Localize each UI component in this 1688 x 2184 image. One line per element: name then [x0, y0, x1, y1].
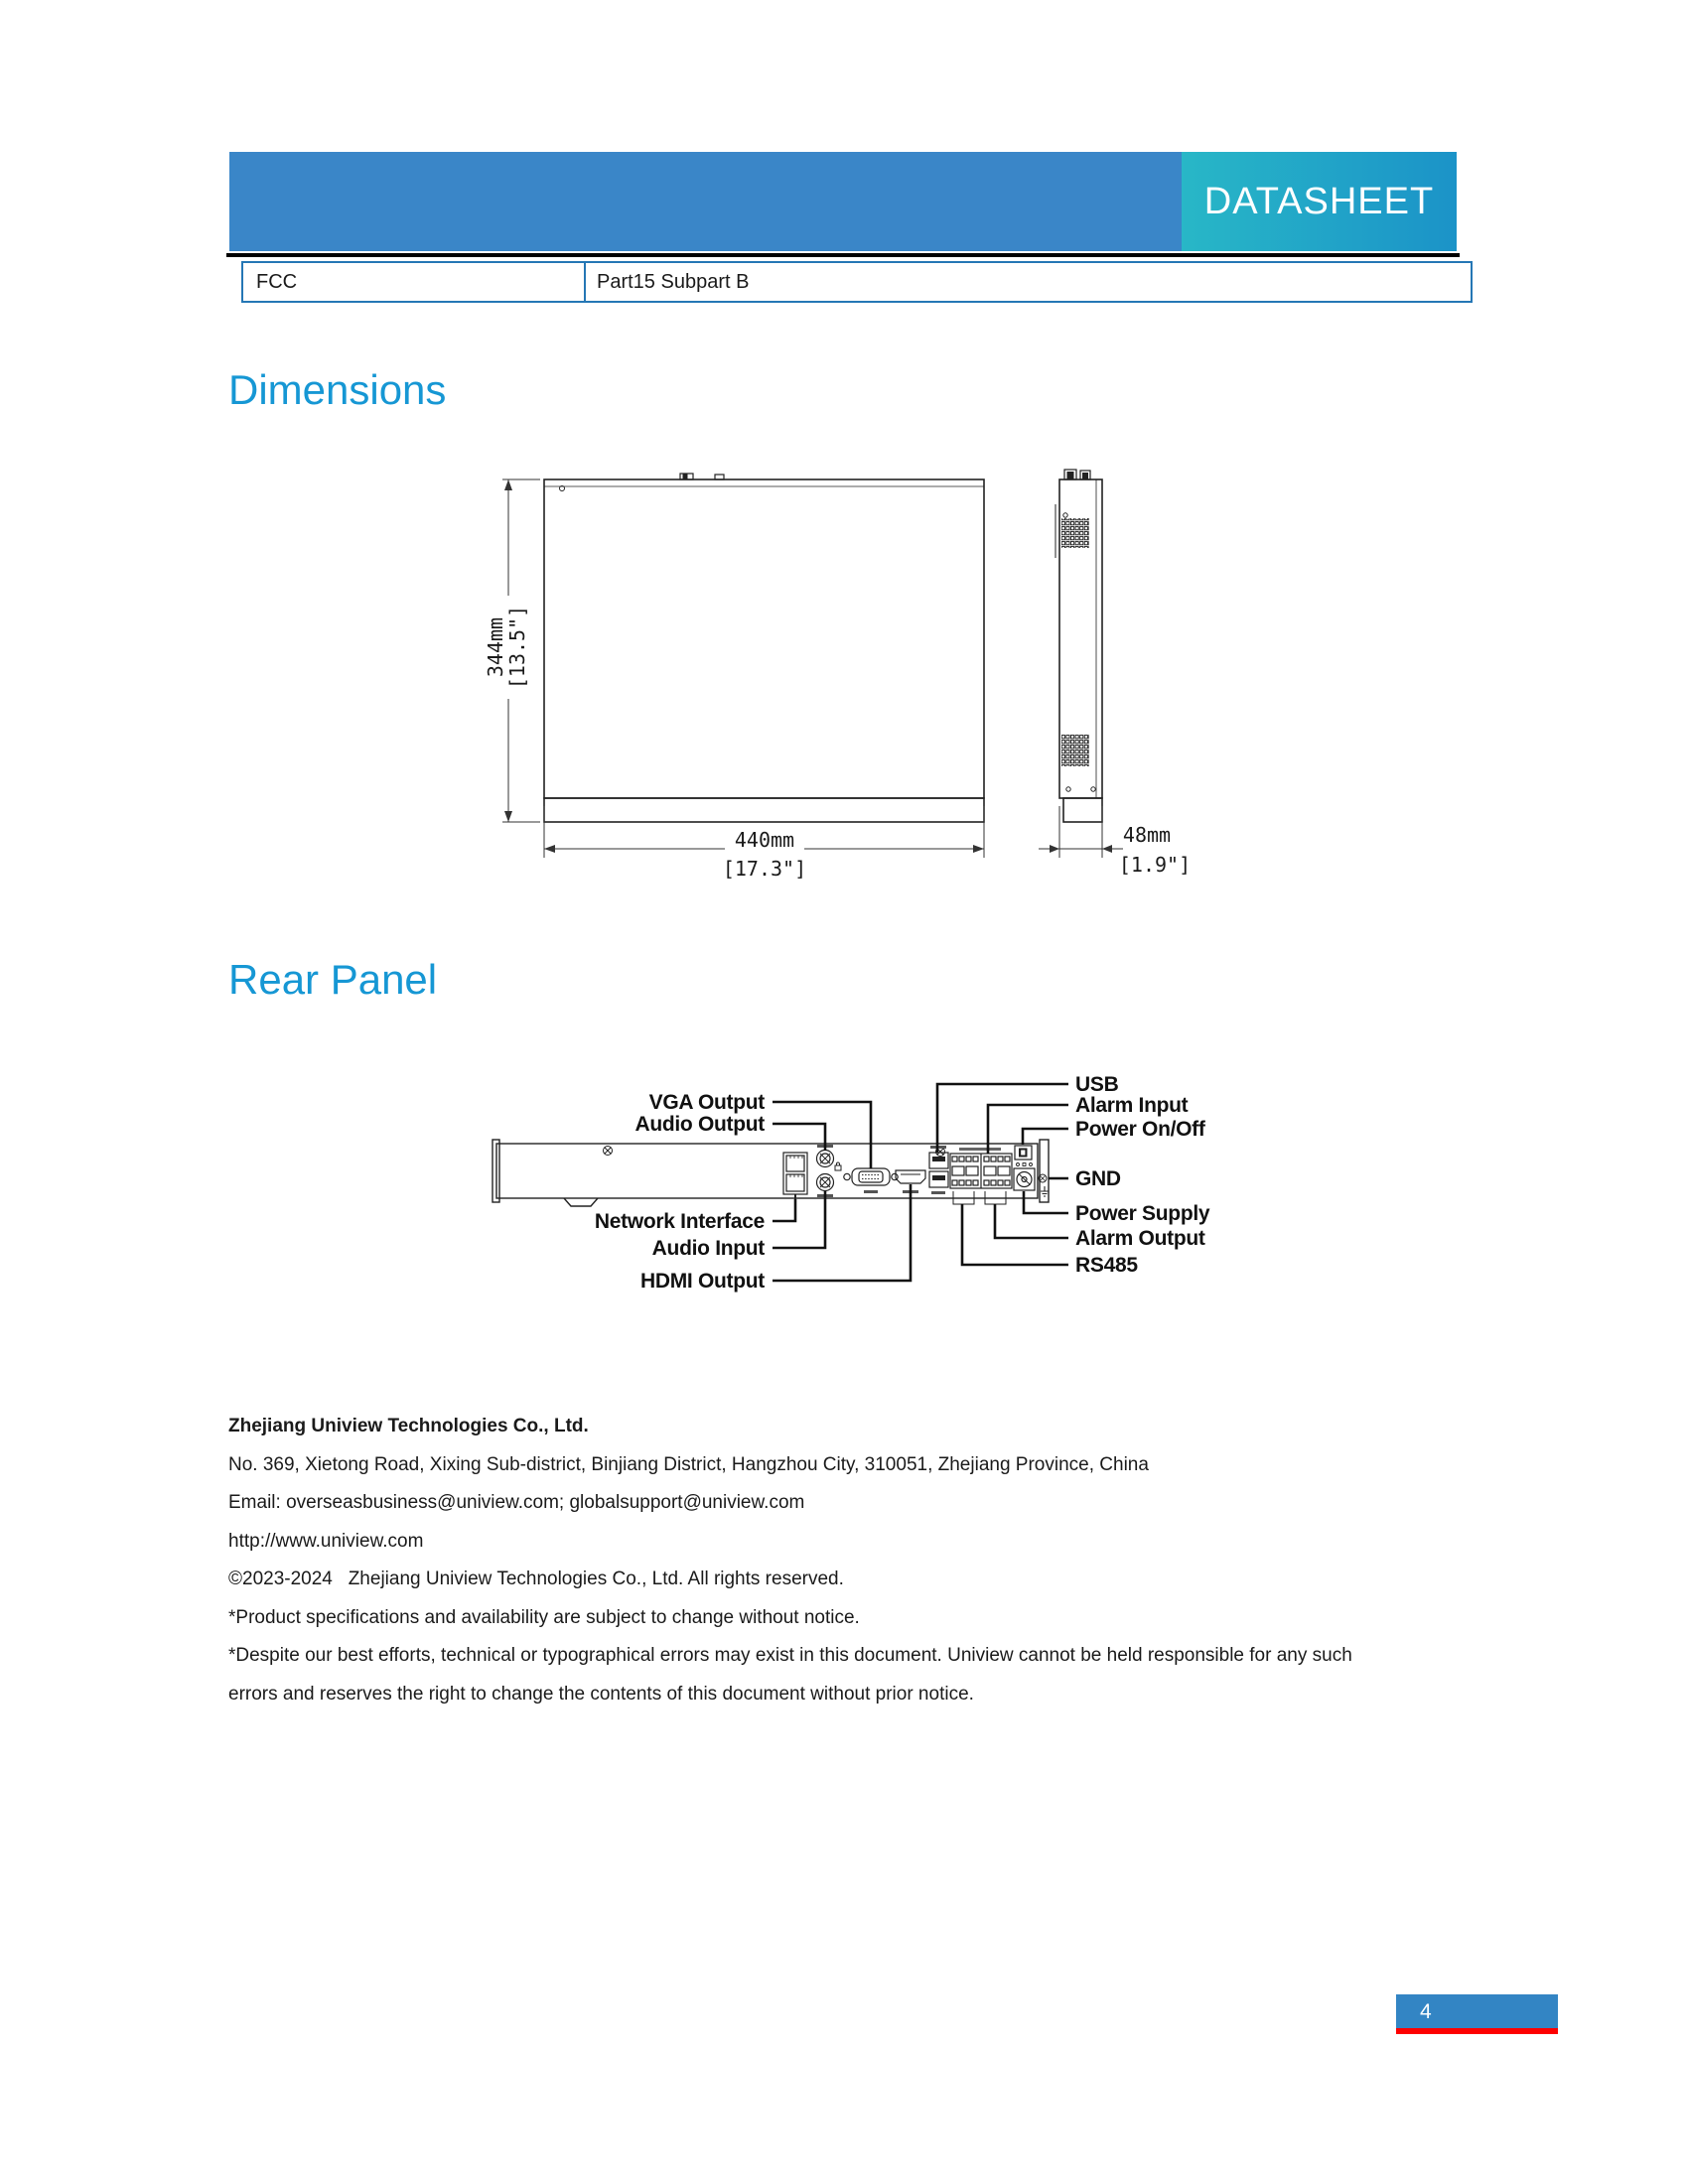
unv-logo [473, 316, 612, 400]
spec-table [241, 261, 1473, 303]
dim-depth-in: [1.9"] [1118, 853, 1192, 877]
dim-height-in: [13.5"] [505, 605, 529, 690]
rear-label-power-supply: Power Supply [1075, 1202, 1210, 1225]
side-view [1055, 470, 1102, 822]
footer-company: Zhejiang Uniview Technologies Co., Ltd. [228, 1416, 589, 1436]
spec-key-cell: FCC [243, 263, 586, 301]
rear-label-vga-output: VGA Output [648, 1091, 765, 1114]
rear-panel-heading: Rear Panel [228, 956, 438, 1003]
vent-grid-top [1061, 518, 1089, 548]
front-view [544, 474, 984, 822]
datasheet-banner [1182, 152, 1457, 251]
page-number-badge [1396, 1994, 1558, 2028]
footer-note-errors-line2: errors and reserves the right to change the contents of this document without prior notice. [228, 1684, 974, 1705]
rear-label-alarm-output: Alarm Output [1075, 1227, 1205, 1250]
footer-address: No. 369, Xietong Road, Xixing Sub-district, Binjiang District, Hangzhou City, 310051, Zhejiang Province, China [228, 1454, 1149, 1475]
rear-panel-diagram [447, 1042, 1241, 1300]
rear-label-rs485: RS485 [1075, 1254, 1138, 1277]
dim-depth-mm: 48mm [1122, 823, 1172, 847]
callout-audio-input [773, 1191, 825, 1248]
vent-grid-bottom [1061, 735, 1089, 766]
depth-dimension [1039, 806, 1123, 858]
dim-width-mm: 440mm [734, 828, 795, 852]
dimensions-diagram [477, 447, 1192, 884]
spec-value-cell: Part15 Subpart B [597, 270, 750, 293]
footer-note-specs: *Product specifications and availability are subject to change without notice. [228, 1607, 860, 1628]
page-badge-underline [1396, 2028, 1558, 2034]
rear-label-audio-output: Audio Output [634, 1113, 765, 1136]
dim-width-in: [17.3"] [722, 857, 807, 881]
rear-label-network-interface: Network Interface [594, 1210, 765, 1233]
dimensions-heading: Dimensions [228, 366, 447, 413]
page-number: 4 [1420, 2000, 1432, 2023]
footer-email: Email: overseasbusiness@uniview.com; globalsupport@uniview.com [228, 1492, 805, 1513]
callout-network-interface [773, 1199, 795, 1221]
dim-height-mm: 344mm [484, 616, 507, 678]
footer-website: http://www.uniview.com [228, 1531, 424, 1552]
rear-label-power-onoff: Power On/Off [1075, 1118, 1205, 1141]
rear-label-alarm-input: Alarm Input [1075, 1094, 1189, 1117]
footer-note-errors-line1: *Despite our best efforts, technical or typographical errors may exist in this document. Uniview cannot be held responsible for any such [228, 1645, 1352, 1666]
rear-label-gnd: GND [1075, 1167, 1121, 1190]
rear-label-usb: USB [1075, 1073, 1119, 1096]
header-rule [226, 253, 1460, 257]
rear-label-audio-input: Audio Input [651, 1237, 765, 1260]
datasheet-label: DATASHEET [1203, 180, 1435, 222]
callout-alarm-output [995, 1204, 1068, 1238]
footer-copyright: ©2023-2024 Zhejiang Uniview Technologies Co., Ltd. All rights reserved. [228, 1569, 844, 1589]
unv-logo-text: unv [478, 320, 592, 400]
rear-label-hdmi-output: HDMI Output [640, 1270, 765, 1293]
callout-power-onoff [1023, 1129, 1068, 1145]
